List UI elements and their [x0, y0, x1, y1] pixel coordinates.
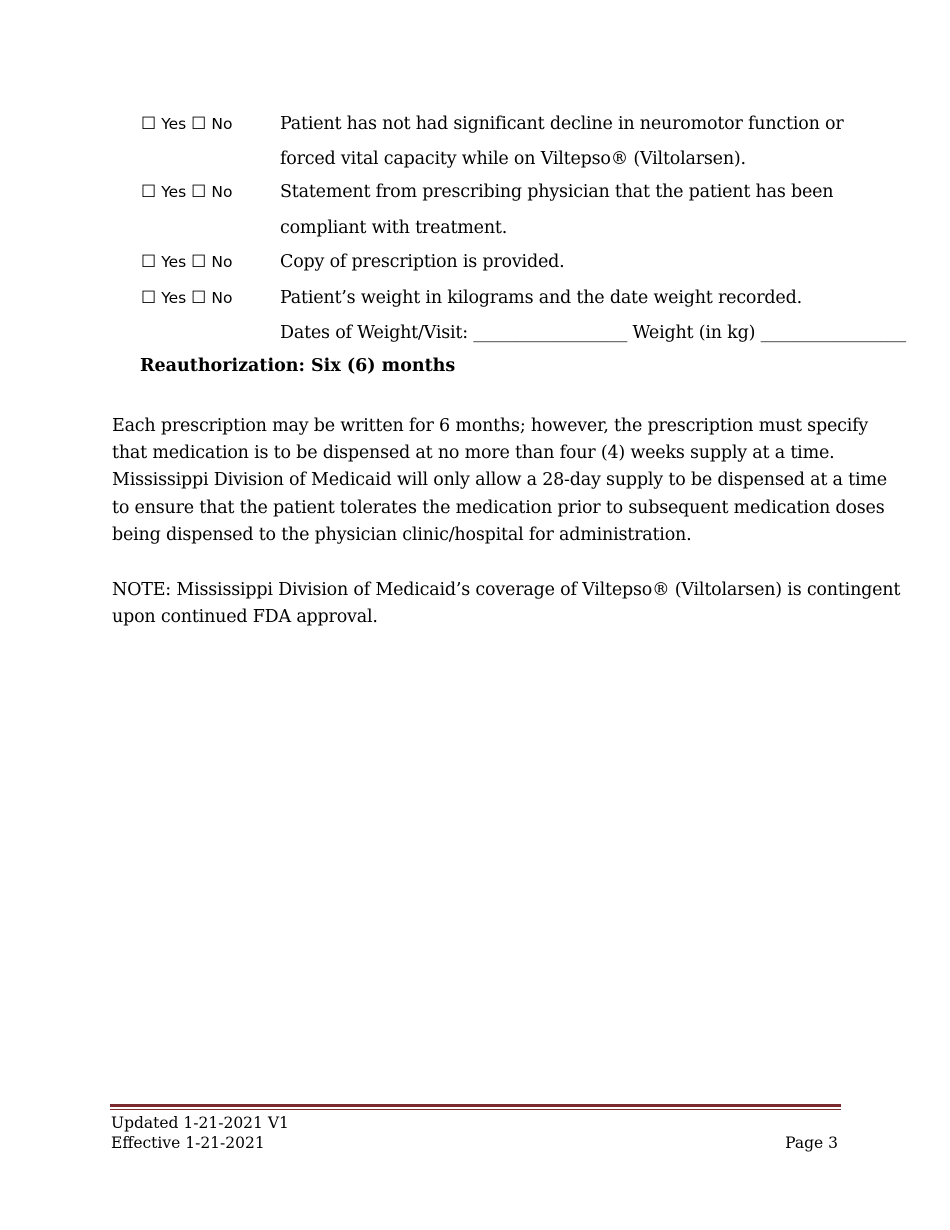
reauthorization-heading: Reauthorization: Six (6) months [140, 356, 456, 376]
body-line: being dispensed to the physician clinic/hospital for administration. [112, 525, 692, 545]
item-4-yes-no [141, 288, 232, 308]
body-line: Each prescription may be written for 6 months; however, the prescription must specify [112, 416, 869, 436]
yes-checkbox[interactable]: ☐ [141, 182, 157, 202]
footer-rule-thin [110, 1109, 841, 1110]
yes-checkbox[interactable]: ☐ [141, 252, 157, 272]
no-label: No [211, 115, 233, 133]
body-line: that medication is to be dispensed at no more than four (4) weeks supply at a time. [112, 443, 835, 463]
yes-label: Yes [161, 183, 187, 201]
no-label: No [211, 253, 233, 271]
yes-label: Yes [161, 115, 187, 133]
note-line: NOTE: Mississippi Division of Medicaid’s coverage of Viltepso® (Viltolarsen) is contingent [112, 580, 901, 600]
item-3-yes-no [141, 252, 232, 272]
yes-label: Yes [161, 253, 187, 271]
no-label: No [211, 289, 233, 307]
note-line: upon continued FDA approval. [112, 607, 378, 627]
no-checkbox[interactable]: ☐ [191, 288, 207, 308]
no-checkbox[interactable]: ☐ [191, 114, 207, 134]
page-number: Page 3 [785, 1134, 838, 1152]
footer-updated: Updated 1-21-2021 V1 [111, 1114, 289, 1132]
item-2-line-2: compliant with treatment. [280, 218, 508, 238]
yes-checkbox[interactable]: ☐ [141, 114, 157, 134]
body-line: Mississippi Division of Medicaid will only allow a 28-day supply to be dispensed at a time [112, 470, 887, 490]
item-1-line-2: forced vital capacity while on Viltepso® (Viltolarsen). [280, 149, 746, 169]
item-2-yes-no [141, 182, 232, 202]
item-2-line-1: Statement from prescribing physician that the patient has been [280, 182, 834, 202]
item-3-line-1: Copy of prescription is provided. [280, 252, 565, 272]
item-4-line-1: Patient’s weight in kilograms and the date weight recorded. [280, 288, 802, 308]
yes-label: Yes [161, 289, 187, 307]
no-checkbox[interactable]: ☐ [191, 182, 207, 202]
yes-checkbox[interactable]: ☐ [141, 288, 157, 308]
footer-effective: Effective 1-21-2021 [111, 1134, 265, 1152]
item-1-yes-no [141, 114, 232, 134]
no-label: No [211, 183, 233, 201]
item-1-line-1: Patient has not had significant decline in neuromotor function or [280, 114, 844, 134]
body-line: to ensure that the patient tolerates the medication prior to subsequent medication doses [112, 498, 885, 518]
no-checkbox[interactable]: ☐ [191, 252, 207, 272]
footer-rule [110, 1104, 841, 1107]
weight-visit-fields[interactable]: Dates of Weight/Visit: __________________ Weight (in kg) _________________ [280, 323, 906, 343]
